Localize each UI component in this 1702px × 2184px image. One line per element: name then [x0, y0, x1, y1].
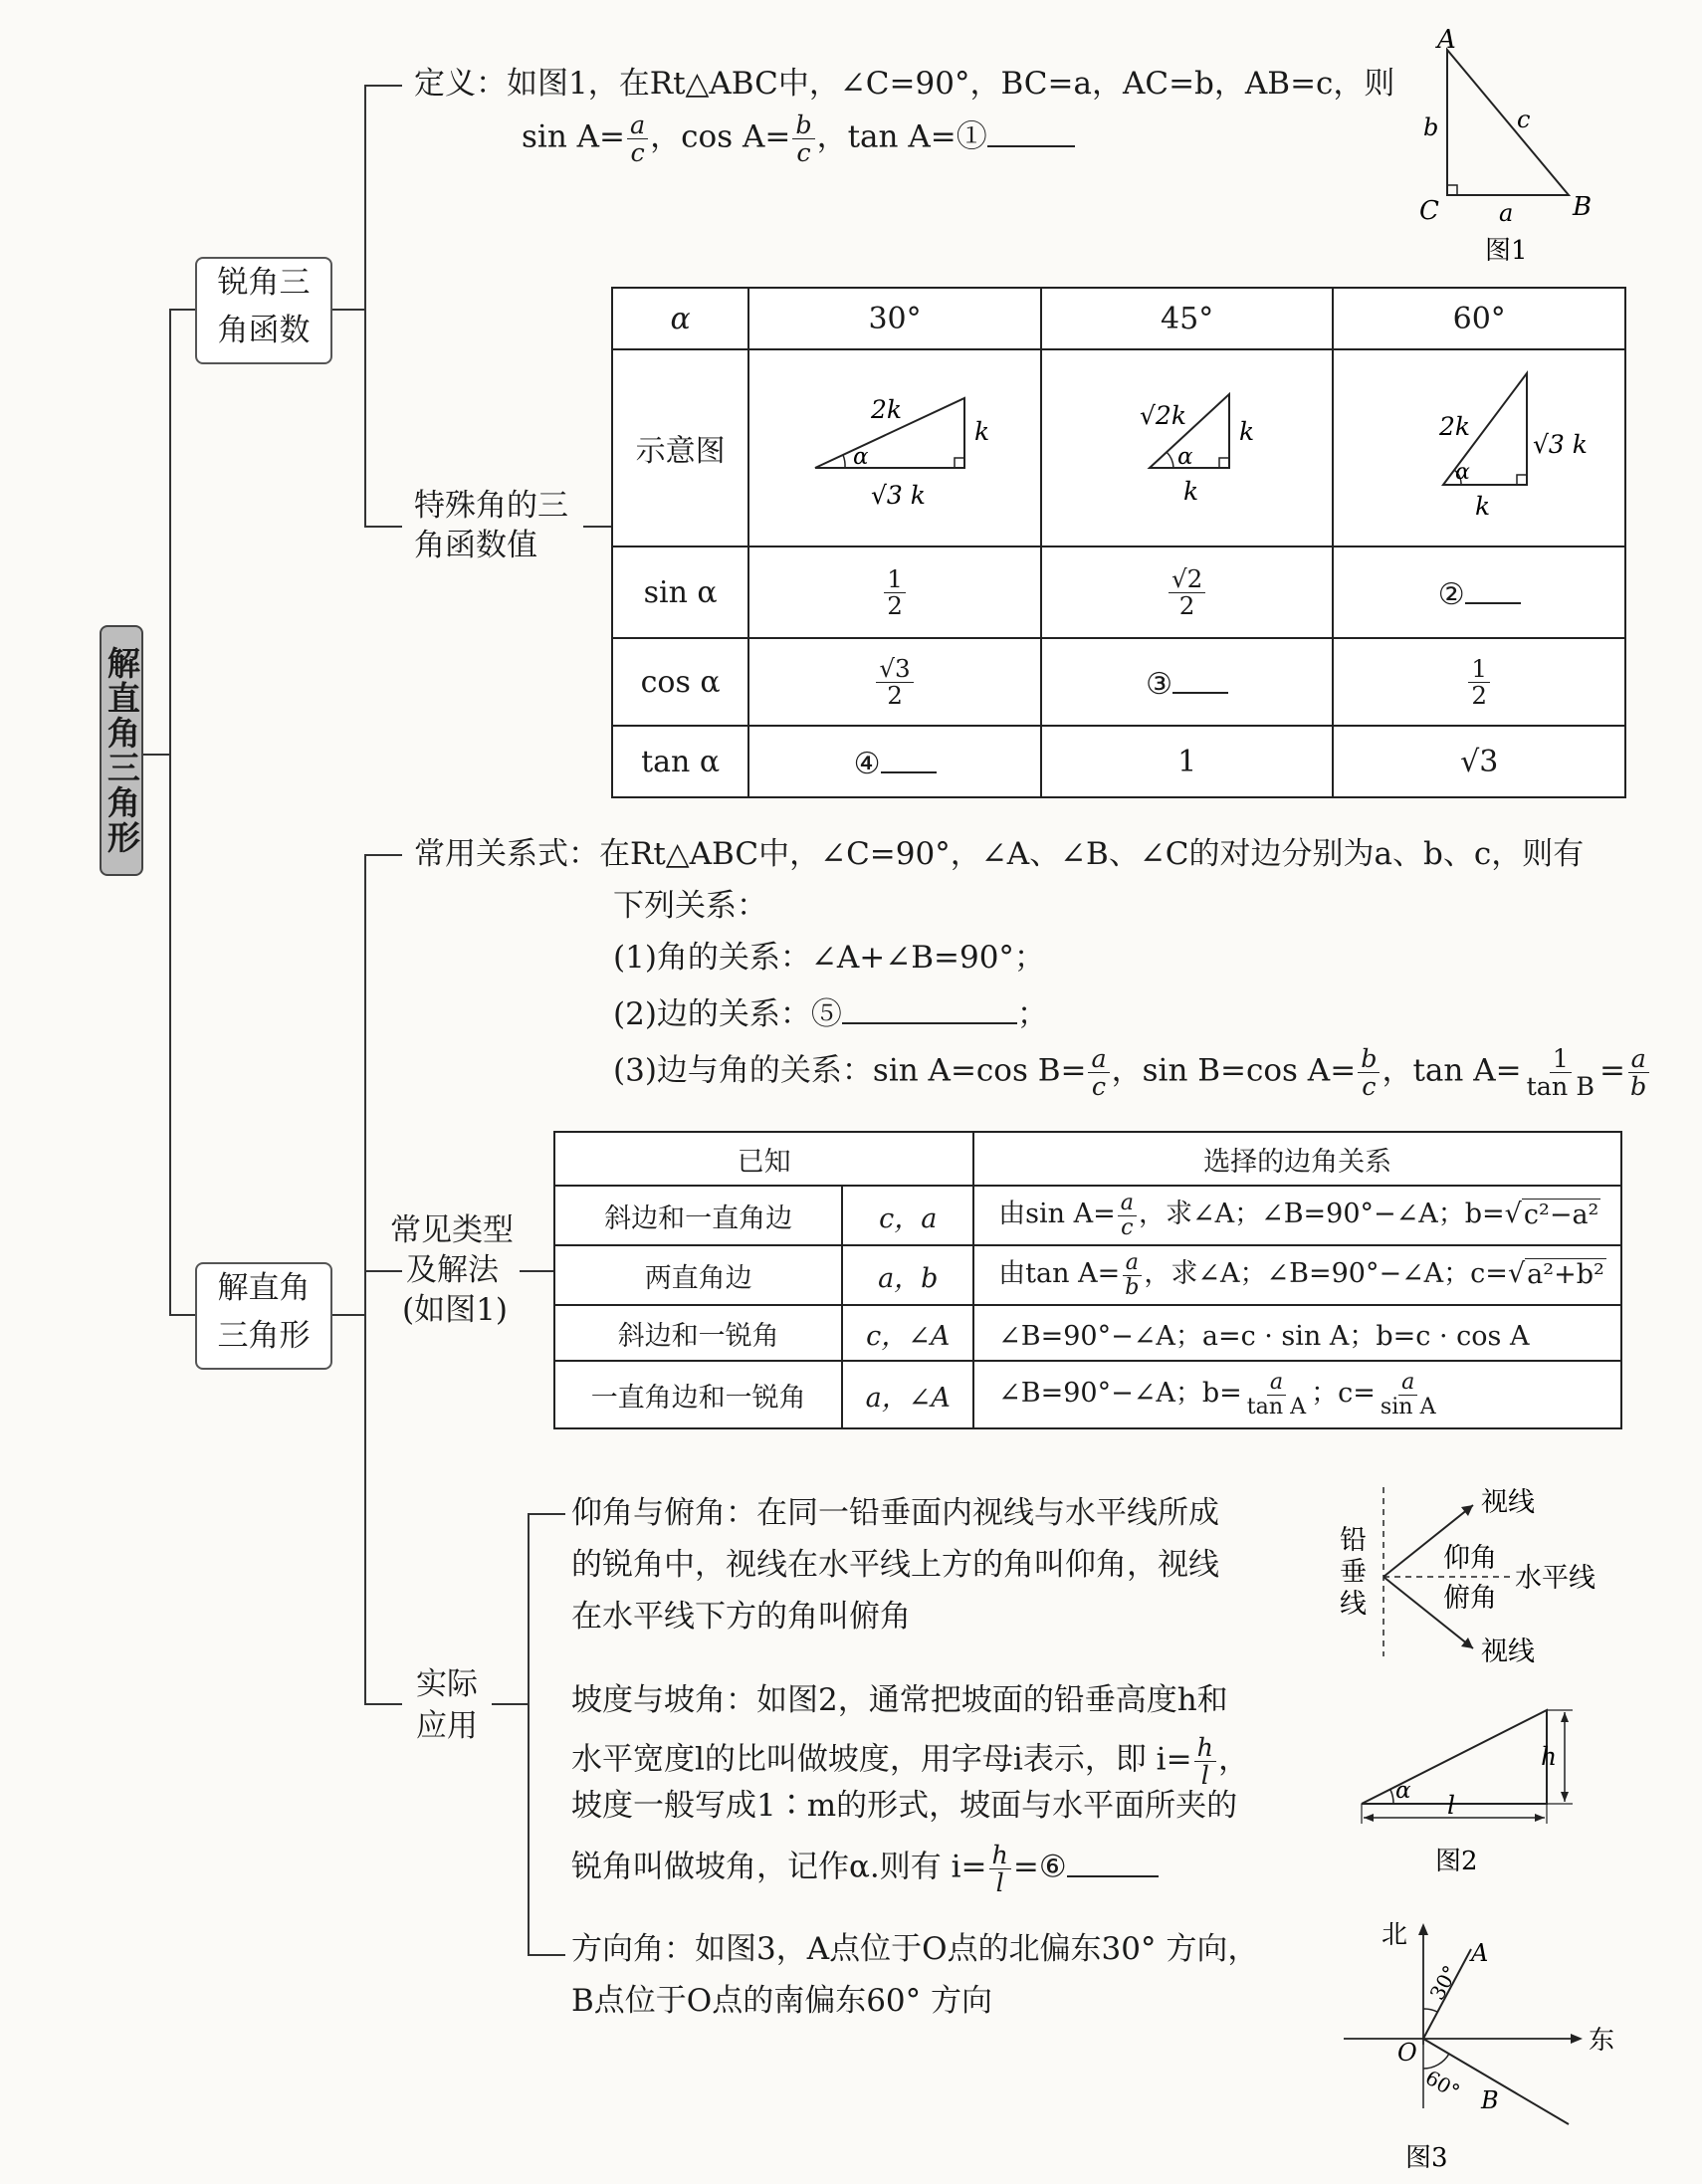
fig2-caption: 图2 — [1435, 1847, 1478, 1876]
root-topic-label: 解直角三角形 — [102, 646, 141, 855]
fig1-side-b: b — [1423, 113, 1439, 141]
fig1-right-angle-mark — [1447, 185, 1457, 195]
relations-item2-prefix: (2)边的关系：⑤ — [613, 996, 842, 1032]
relations-item1: (1)角的关系：∠A+∠B=90°； — [613, 940, 1045, 976]
def-cos-num: b — [792, 111, 814, 139]
fig3-O: O — [1397, 2039, 1417, 2067]
horizontal-line-label: 水平线 — [1515, 1563, 1596, 1594]
r2-num: a — [1123, 1251, 1142, 1275]
cos30-den: 2 — [887, 680, 903, 710]
tri45-adj: k — [1182, 477, 1198, 506]
table-row — [612, 638, 1625, 726]
fig1-vertex-B: B — [1573, 192, 1593, 222]
root-connector — [139, 754, 171, 756]
special-angles-label-1: 特殊角的三 — [414, 488, 568, 524]
header-45: 45° — [1041, 288, 1334, 349]
relations-line2: 下列关系： — [613, 888, 767, 924]
blank-4-marker: ④ — [853, 747, 881, 781]
r4-num2: a — [1398, 1371, 1417, 1395]
fig2-h: h — [1541, 1742, 1558, 1771]
item3-f4-den: b — [1630, 1070, 1647, 1101]
tri60-opp: √3 k — [1533, 430, 1589, 459]
slope-line4-prefix: 锐角叫做坡角，记作α.则有 i= — [571, 1849, 987, 1885]
blank-6 — [1067, 1845, 1159, 1877]
apps-bearing — [528, 1954, 565, 1956]
item3-eq: = — [1599, 1052, 1626, 1089]
fig2-l: l — [1447, 1791, 1455, 1820]
fig1-side-a: a — [1499, 199, 1514, 227]
tri60-angle: α — [1455, 460, 1471, 485]
vertical-line-label-1: 铅 — [1340, 1525, 1367, 1556]
r1-den: c — [1121, 1213, 1134, 1240]
types-row3-given: c，∠A — [842, 1305, 973, 1361]
fig1-vertex-C: C — [1419, 196, 1439, 226]
table-row — [554, 1132, 1621, 1186]
special-angles-table — [611, 287, 1626, 798]
r1-mid: ，求∠A；∠B=90°−∠A；b= — [1138, 1199, 1505, 1230]
slope-line4-num: h — [989, 1842, 1011, 1869]
figure2-slope — [1344, 1692, 1602, 1891]
types-table — [553, 1131, 1622, 1429]
trunk-line — [169, 309, 171, 1314]
cos60-den: 2 — [1471, 680, 1488, 710]
tri45-angle: α — [1176, 444, 1193, 470]
apps-bracket — [528, 1513, 530, 1956]
fig3-angle-a: 30° — [1424, 1961, 1463, 2004]
vertical-line-label-3: 线 — [1340, 1589, 1367, 1620]
slope-line3: 坡度一般写成1∶m的形式，坡面与水平面所夹的 — [571, 1788, 1238, 1824]
tri30-adj: √3 k — [871, 481, 926, 510]
types-label-1: 常见类型 — [390, 1212, 514, 1248]
relations-item2-suffix: ； — [1016, 996, 1048, 1032]
blank-3-marker: ③ — [1146, 667, 1173, 702]
slope-line2-den: l — [1200, 1759, 1209, 1790]
types-row4-given: a，∠A — [842, 1361, 973, 1428]
r1-pre: 由sin A= — [998, 1199, 1116, 1230]
r4-den2: sin A — [1380, 1393, 1436, 1420]
relations-item3 — [613, 1045, 1651, 1099]
slope-line2 — [571, 1734, 1249, 1788]
table-row — [612, 288, 1625, 349]
sin45-num: √2 — [1169, 566, 1205, 593]
tri-30-cell — [748, 349, 1041, 546]
branch-solve-line2: 三角形 — [217, 1318, 311, 1355]
tri-45-diagram — [1068, 364, 1307, 524]
sin45-den: 2 — [1178, 590, 1195, 620]
item3-mid2: ，tan A= — [1382, 1052, 1522, 1089]
blank-2-marker: ② — [1437, 577, 1465, 612]
tri45-hyp: √2k — [1139, 401, 1186, 430]
r4-mid: ；c= — [1311, 1378, 1376, 1410]
fig2-angle: α — [1395, 1778, 1411, 1804]
elevation-line2: 的锐角中，视线在水平线上方的角叫仰角，视线 — [571, 1547, 1219, 1583]
table-row — [554, 1305, 1621, 1361]
item3-mid1: ，sin B=cos A= — [1111, 1052, 1357, 1089]
r4-den1: tan A — [1246, 1393, 1307, 1420]
slope-line1: 坡度与坡角：如图2，通常把坡面的铅垂高度h和 — [571, 1682, 1228, 1718]
tri60-hyp: 2k — [1439, 412, 1471, 441]
fig3-angle-b: 60° — [1421, 2065, 1464, 2104]
types-to-table — [520, 1270, 553, 1272]
item3-f2-den: c — [1362, 1070, 1377, 1101]
tan45: 1 — [1041, 726, 1334, 797]
figure3-bearing — [1334, 1913, 1622, 2174]
header-alpha: α — [612, 288, 748, 349]
types-row3-relation: ∠B=90°−∠A；a=c · sin A；b=c · cos A — [973, 1305, 1621, 1361]
slope-line2-num: h — [1194, 1734, 1216, 1762]
elevation-depression-figure — [1324, 1477, 1622, 1666]
types-row2-known: 两直角边 — [554, 1245, 842, 1305]
types-label-2: 及解法 — [406, 1252, 499, 1288]
b2-types — [364, 1270, 402, 1272]
cos30-fraction — [876, 653, 913, 710]
fig1-caption: 图1 — [1485, 236, 1528, 266]
item3-f2-num: b — [1358, 1045, 1380, 1073]
slope-line4-suffix: =⑥ — [1012, 1849, 1067, 1885]
slope-line4 — [571, 1842, 1159, 1895]
r1-num: a — [1118, 1192, 1137, 1215]
table-row — [554, 1186, 1621, 1245]
b1-out — [328, 309, 366, 311]
header-60: 60° — [1333, 288, 1625, 349]
table-row — [554, 1245, 1621, 1305]
fig3-caption: 图3 — [1405, 2143, 1448, 2173]
fig1-side-c: c — [1517, 106, 1531, 133]
b2-bracket — [364, 854, 366, 1705]
types-row2-given: a，b — [842, 1245, 973, 1305]
slope-line4-frac — [989, 1842, 1011, 1895]
types-row1-relation: 由sin A= $\frac{a}{c}$ ，求∠A；∠B=90°−∠A；b=√c²−a² — [973, 1186, 1621, 1245]
r4-num1: a — [1267, 1371, 1286, 1395]
r1-frac — [1118, 1192, 1137, 1238]
cos45 — [1041, 638, 1334, 726]
apps-elev — [528, 1513, 565, 1515]
header-30: 30° — [748, 288, 1041, 349]
slope-line4-den: l — [995, 1866, 1004, 1897]
apps-label-1: 实际 — [416, 1666, 478, 1702]
sin30-den: 2 — [887, 590, 903, 620]
fig3-east: 东 — [1589, 2026, 1615, 2056]
cos60-fraction — [1468, 653, 1490, 710]
branch-acute-trig-line1: 锐角三 — [217, 265, 311, 301]
tri30-angle: α — [853, 444, 869, 470]
item3-f3-num: 1 — [1550, 1045, 1572, 1073]
b2-relations — [364, 854, 402, 856]
blank-3 — [1172, 662, 1228, 694]
item3-f1 — [1088, 1045, 1109, 1099]
r4-frac2 — [1378, 1371, 1439, 1418]
blank-4 — [881, 742, 937, 773]
table-row — [554, 1361, 1621, 1428]
def-sin-fraction — [627, 111, 648, 165]
diagram-row-label: 示意图 — [612, 349, 748, 546]
figure1-triangle — [1403, 20, 1602, 269]
r4-frac1 — [1244, 1371, 1309, 1418]
branch-solve-right-tri-box — [195, 1262, 332, 1370]
types-header-relation: 选择的边角关系 — [973, 1132, 1621, 1186]
tri60-adj: k — [1475, 492, 1491, 521]
types-row3-known: 斜边和一锐角 — [554, 1305, 842, 1361]
sin45-fraction — [1169, 563, 1205, 620]
sin-label: sin α — [612, 546, 748, 638]
definition-line2 — [522, 111, 1075, 165]
fig1-triangle-shape — [1447, 50, 1569, 195]
fig1-vertex-A: A — [1437, 25, 1456, 55]
types-row4-known: 一直角边和一锐角 — [554, 1361, 842, 1428]
r2-pre: 由tan A= — [998, 1258, 1121, 1290]
apps-label-2: 应用 — [416, 1708, 478, 1744]
r4-pre: ∠B=90°−∠A；b= — [998, 1378, 1242, 1410]
elevation-line3: 在水平线下方的角叫俯角 — [571, 1599, 911, 1635]
item3-f4-num: a — [1628, 1045, 1649, 1073]
slope-line2-suffix: ， — [1217, 1741, 1249, 1778]
b1-special — [364, 526, 402, 528]
types-row4-relation — [973, 1361, 1621, 1428]
tri-30-diagram — [775, 364, 1014, 524]
item3-f4 — [1627, 1045, 1649, 1099]
b1-def — [364, 85, 402, 87]
relations-item2 — [613, 991, 1048, 1033]
table-row — [612, 726, 1625, 797]
def-cos-fraction — [792, 111, 814, 165]
item3-f3-den: tan B — [1526, 1070, 1596, 1101]
def-sin-prefix: sin A= — [522, 118, 626, 155]
b2-apps — [364, 1703, 402, 1705]
vertical-line-label-2: 垂 — [1340, 1557, 1367, 1588]
cos30 — [748, 638, 1041, 726]
sight-line-up: 视线 — [1481, 1487, 1535, 1518]
fig3-north: 北 — [1382, 1920, 1408, 1950]
types-label-3: (如图1) — [402, 1292, 508, 1328]
depression-angle-label: 俯角 — [1443, 1583, 1497, 1614]
sin30-fraction — [884, 563, 906, 620]
sin45 — [1041, 546, 1334, 638]
b2-out — [328, 1314, 366, 1316]
tri-45-cell — [1041, 349, 1334, 546]
blank-5 — [842, 991, 1017, 1024]
definition-line1: 定义：如图1，在Rt△ABC中，∠C=90°，BC=a，AC=b，AB=c，则 — [414, 66, 1395, 102]
tan60: √3 — [1333, 726, 1625, 797]
branch-acute-trig-line2: 角函数 — [217, 313, 311, 349]
types-header-known: 已知 — [554, 1132, 973, 1186]
sight-line-down: 视线 — [1481, 1637, 1535, 1666]
root-topic-box — [100, 625, 143, 876]
r1-root: c²−a² — [1523, 1199, 1599, 1230]
item3-f1-num: a — [1088, 1045, 1109, 1073]
r2-root: a²+b² — [1527, 1258, 1604, 1290]
cos30-num: √3 — [876, 656, 913, 683]
tri-60-diagram — [1360, 359, 1598, 529]
r2-mid: ，求∠A；∠B=90°−∠A；c= — [1144, 1258, 1508, 1290]
b1-bracket — [364, 85, 366, 528]
tri30-opp: k — [974, 417, 990, 446]
tri45-opp: k — [1238, 417, 1254, 446]
item3-prefix: (3)边与角的关系：sin A=cos B= — [613, 1052, 1087, 1089]
cos60-num: 1 — [1468, 656, 1490, 683]
item3-f3 — [1524, 1045, 1597, 1099]
branch-acute-trig-box — [195, 257, 332, 364]
sin30 — [748, 546, 1041, 638]
def-tan-prefix: ，tan A=① — [816, 118, 987, 155]
cos60 — [1333, 638, 1625, 726]
sin60 — [1333, 546, 1625, 638]
slope-line2-frac — [1194, 1734, 1216, 1788]
def-cos-prefix: ，cos A= — [650, 118, 791, 155]
bearing-line1: 方向角：如图3，A点位于O点的北偏东30° 方向， — [571, 1931, 1259, 1967]
blank-1 — [987, 114, 1075, 147]
special-angles-label-2: 角函数值 — [414, 528, 537, 563]
types-row2-relation: 由tan A= $\frac{a}{b}$ ，求∠A；∠B=90°−∠A；c=√a²+b² — [973, 1245, 1621, 1305]
cos-label: cos α — [612, 638, 748, 726]
special-to-table — [583, 526, 611, 528]
def-cos-den: c — [796, 136, 811, 167]
b1-connector — [169, 309, 197, 311]
fig3-B: B — [1481, 2086, 1499, 2114]
table-row — [612, 349, 1625, 546]
slope-line2-prefix: 水平宽度l的比叫做坡度，用字母i表示，即 i= — [571, 1741, 1192, 1778]
fig3-A: A — [1471, 1939, 1489, 1967]
r2-den: b — [1125, 1273, 1140, 1300]
table-row — [612, 546, 1625, 638]
tri-60-cell — [1333, 349, 1625, 546]
apps-out — [492, 1703, 530, 1705]
elevation-line1: 仰角与俯角：在同一铅垂面内视线与水平线所成 — [571, 1495, 1219, 1531]
def-sin-num: a — [627, 111, 648, 139]
r2-frac — [1122, 1251, 1142, 1298]
elevation-angle-label: 仰角 — [1443, 1543, 1497, 1574]
types-row1-known: 斜边和一直角边 — [554, 1186, 842, 1245]
item3-f2 — [1358, 1045, 1380, 1099]
types-row1-given: c，a — [842, 1186, 973, 1245]
item3-f1-den: c — [1091, 1070, 1107, 1101]
def-sin-den: c — [630, 136, 645, 167]
relations-line1: 常用关系式：在Rt△ABC中，∠C=90°，∠A、∠B、∠C的对边分别为a、b、c，则有 — [414, 836, 1585, 872]
tan-label: tan α — [612, 726, 748, 797]
tan30 — [748, 726, 1041, 797]
blank-2 — [1465, 572, 1521, 604]
b2-connector — [169, 1314, 197, 1316]
sin30-num: 1 — [884, 566, 906, 593]
branch-solve-line1: 解直角 — [217, 1270, 311, 1306]
bearing-line2: B点位于O点的南偏东60° 方向 — [571, 1983, 992, 2019]
tri30-hyp: 2k — [871, 395, 903, 424]
